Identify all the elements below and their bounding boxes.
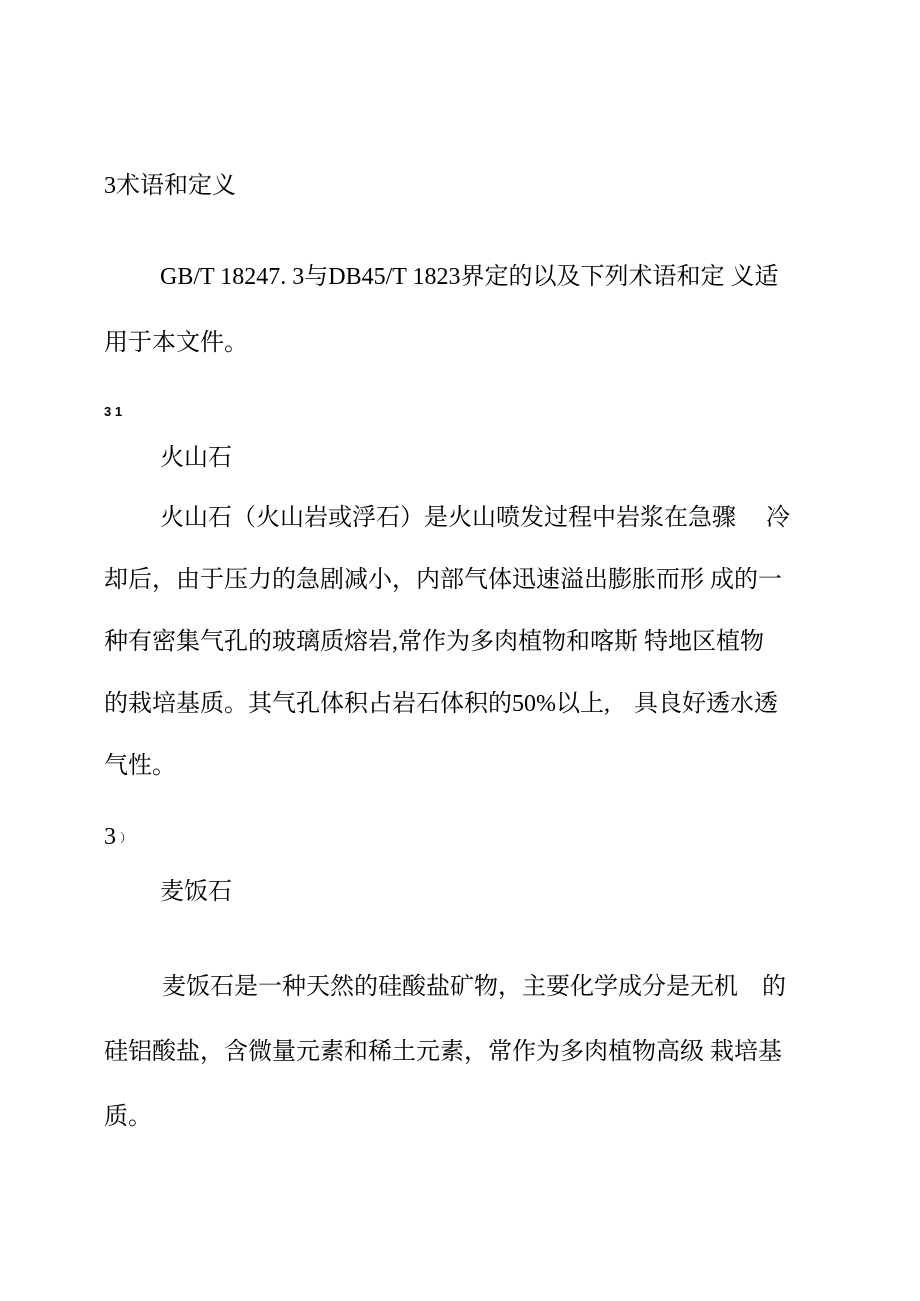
definition-line: 硅铝酸盐，含微量元素和稀土元素，常作为多肉植物高级 栽培基 xyxy=(104,1039,782,1065)
intro-line-1: GB/T 18247. 3与DB45/T 1823界定的以及下列术语和定 义适 xyxy=(160,264,779,290)
term-number xyxy=(104,822,132,853)
term-number-suffix: ） xyxy=(120,831,133,846)
term-definition xyxy=(104,972,840,1132)
definition-line: 质。 xyxy=(104,1104,152,1130)
intro-line-2: 用于本文件。 xyxy=(104,330,248,356)
term-number-text: 3 xyxy=(104,824,116,850)
definition-line: 却后，由于压力的急剧减小，内部气体迅速溢出膨胀而形 成的一 xyxy=(104,567,782,593)
section-title: 3术语和定义 xyxy=(104,173,236,199)
definition-line: 火山石（火山岩或浮石）是火山喷发过程中岩浆在急骤 冷 xyxy=(160,505,790,531)
intro-paragraph xyxy=(104,262,840,364)
definition-line: 种有密集气孔的玻璃质熔岩,常作为多肉植物和喀斯 特地区植物 xyxy=(104,629,764,655)
term-name: 麦饭石 xyxy=(160,879,232,905)
term-name: 火山石 xyxy=(160,445,232,471)
term-definition xyxy=(104,503,840,781)
term-number: 3 1 xyxy=(104,404,123,419)
definition-line: 麦饭石是一种天然的硅酸盐矿物，主要化学成分是无机 的 xyxy=(162,974,786,1000)
definition-line: 的栽培基质。其气孔体积占岩石体积的50%以上, 具良好透水透 xyxy=(104,691,778,717)
definition-line: 气性。 xyxy=(104,753,176,779)
